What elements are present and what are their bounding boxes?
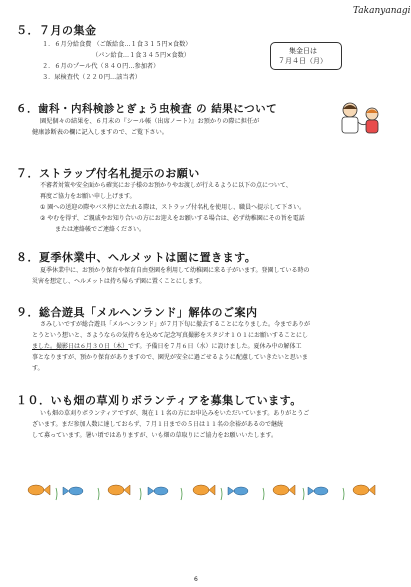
section-7-heading: ７．ストラップ付名札提示のお願い xyxy=(16,167,200,180)
callout-line-1: 集金日は xyxy=(289,47,317,55)
section-9-line-1: さみしいですが総合遊具「メルヘンランド」が７月下旬に撤去することになりました。今までありが xyxy=(40,321,311,328)
section-5-line-1: １．６月分給食費 （ご飯給食…１食３１５円×食数） xyxy=(42,41,192,48)
section-10-line-3: して募っています。暑い頃ではありますが、いも畑の草取りにご協力をお願いいたします。 xyxy=(32,432,278,439)
section-10-line-2: ざいます。まだ参加人数に達しておらず、７月１日までの５日は１１名の余裕があるので継続 xyxy=(32,421,284,428)
section-8-heading: ８．夏季休業中、ヘルメットは園に置きます。 xyxy=(16,251,257,264)
section-7-line-2: 再度ご協力をお願い申し上げます。 xyxy=(40,193,136,200)
section-7-line-3: ① 園への送迎の際やバス停に立たれる際は、ストラップ付名札を使用し、職員へ提示して下さい。 xyxy=(40,204,306,211)
section-9-line-3-rest: です。予備日を７月６日（水）に設けました。夏休み中の解体工 xyxy=(128,343,302,350)
section-9-heading: ９．総合遊具「メルヘンランド」解体のご案内 xyxy=(16,306,258,319)
section-5-line-2: （パン給食…１食３４５円×食数） xyxy=(92,52,190,59)
section-5-line-4: ３．尿検査代（２２０円…該当者） xyxy=(42,74,141,81)
section-8-line-2: 災害を想定し、ヘルメットは持ち帰らず園に置くことにします。 xyxy=(32,278,206,285)
section-6-heading: ６．歯科・内科検診とぎょう虫検査 の 結果について xyxy=(16,103,278,115)
shooting-date: ました。撮影日は６月３０日（木） xyxy=(32,343,129,350)
section-10-line-1: いも畑の草刈りボランティアですが、現在１１名の方にお申込みをいただいています。ありがとうご xyxy=(40,410,310,417)
section-7-line-1: 不審者対策や安全面から確実にお子様のお預かりやお渡しが行えるように以下の点について、 xyxy=(40,182,292,189)
section-6-line-2: 健康診断表の欄に記入しますので、ご覧下さい。 xyxy=(32,129,168,136)
section-5-heading: ５．７月の集金 xyxy=(16,24,97,37)
collection-date-callout xyxy=(270,42,342,70)
section-8-line-1: 夏季休業中に、お預かり保育や保育自由登園を利用して幼稚園に来る子がいます。登園している時の xyxy=(40,267,310,274)
section-9-line-5: す。 xyxy=(32,365,44,372)
school-logo: Takanyanagi xyxy=(353,6,411,16)
section-10-heading: １０．いも畑の草刈りボランティアを募集しています。 xyxy=(16,394,302,407)
doctor-illustration xyxy=(336,100,386,136)
section-7-line-4: ② やむを得ず、ご親戚やお知り合いの方にお迎えをお願いする場合は、必ず幼稚園にその旨を電話 xyxy=(40,215,305,222)
section-9-line-3 xyxy=(32,343,302,350)
section-5-line-3: ２．６月のプール代（８４０円…参加者） xyxy=(42,63,160,70)
section-9-line-4: 事となりますが、預かり保育がありますので、園児が安全に過ごせるように配慮していきたいと思いま xyxy=(32,354,308,361)
section-6-line-1: 園児個々の結果を、６月末の『シール帳（出席ノート）』お預かりの際に担任が xyxy=(40,118,260,125)
section-9-line-2: とうという想いと、さようならの気持ちを込めて記念写真撮影をスタジオ１０１にお願いすることにし xyxy=(32,332,309,339)
callout-line-2: ７月４日（月） xyxy=(278,57,327,65)
section-7-line-5: または連絡帳でご連絡ください。 xyxy=(55,226,146,233)
page-number: 6 xyxy=(194,576,198,583)
fish-decoration-band xyxy=(16,476,386,504)
